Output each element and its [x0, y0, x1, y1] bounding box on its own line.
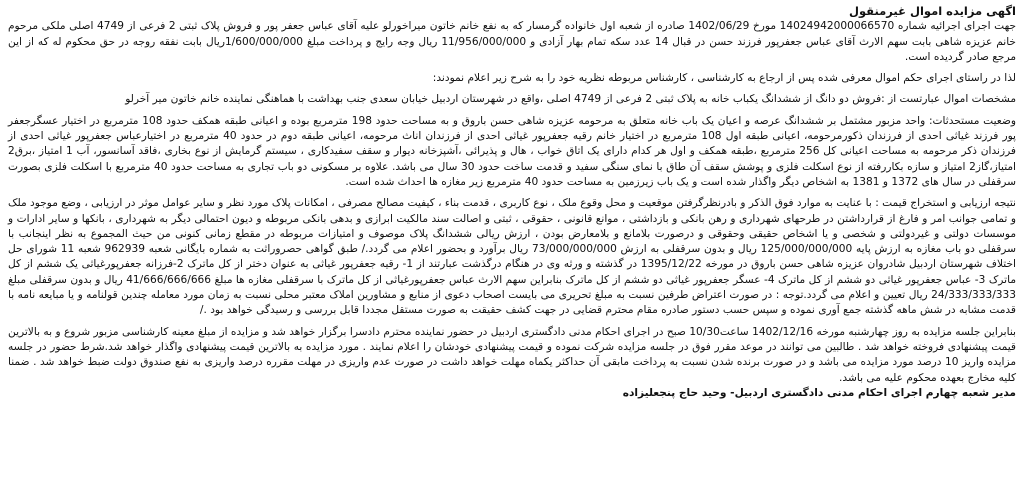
paragraph-expert-intro: لذا در راستای اجرای حکم اموال معرفی شده پس از ارجاع به کارشناسی ، کارشناس مربوطه نظریه خود را به شرح زیر اعلام نمودند: — [432, 72, 1016, 85]
notice-title: اگهی مزایده اموال غیرمنقول — [848, 4, 1016, 18]
paragraph-auction-session: بنابراین جلسه مزایده به روز چهارشنبه مورخه 1402/12/16 ساعت10/30 صبح در اجرای احکام مدنی دادگستری اردبیل در حضور نماینده محترم دادسرا برگزار خواهد شد و مزایده از مبلغ معینه کارشناسی مزبور شروع و به بالاترین قیمت پیشنهادی فروخته خواهد شد . طالبین می توانند در موعد مقرر فوق در جلسه مزایده شرکت نموده و قیمت پیشنهادی خودشان را اعلام نمایند . مورد مزایده به بالاترین قیمت پیشنهادی واگذار خواهد شد.شرط حضور در جلسه مزایده واریز 10 درصد مورد مزایده می باشد و در صورت برنده شدن نسبت به پرداخت مابقی آن حداکثر یکماه مهلت خواهد داشت در صورت عدم واریزی در مهلت مقرره درصد واریزی به نفع صندوق دولت ضبط خواهد شد . ضمنا کلیه مخارج بعهده محکوم علیه می باشد. — [8, 325, 1017, 384]
paragraph-execution-order: جهت اجرای اجرائیه شماره 14024942000066570 مورخ 1402/06/29 صادره از شعبه اول خانواده گرمسار که به نفع خانم خاتون میراخورلو علیه آقای عباس جعفر پور و فروش پلاک ثبتی 2 فرعی از 4749 اصلی ملکی مرحوم خانم عزیزه شاهی بابت سهم الارث آقای عباس جعفرپور فرزند حسن در قبال 14 عدد سکه تمام بهار آزادی و 11/956/000/000 ریال وجه رایج و پرداخت مبلغ 1/600/000/000ریال بابت نفقه روجه در حق محکوم له که از این مرجع صادر گردیده است. — [8, 20, 1017, 63]
signature-line: مدیر شعبه چهارم اجرای احکام مدنی دادگستری اردبیل- وحید حاج پنجعلیزاده — [622, 386, 1016, 399]
paragraph-valuation: نتیجه ارزیابی و استخراج قیمت : با عنایت به موارد فوق الذکر و بادرنظرگرفتن موقعیت و محل وقوع ملک ، نوع کاربری ، قدمت بناء ، کیفیت مصالح مصرفی ، امکانات پلاک مورد نظر و سایر عوامل موثر در ارزیابی ، وضع موجود ملک و تمامی جوانب امر و فارغ از قرارداشتن در طرحهای شهرداری و رهن بانکی و بازداشتی ، موانع قانونی ، حقوقی ، ثبتی و اصالت سند مالکیت ابرازی و بدهی بانکی مربوطه و دیون احتمالی دیگر به شهرداری ، بانکها و سایر ادارات و موسسات دولتی و غیردولتی و شخصی و یا اشخاص حقیقی وحقوقی و درصورت بلامانع و بلامعارض بودن ، ارزش ریالی ششدانگ پلاک موصوف و امتیازات مربوطه در مقطع زمانی کنونی من حیث المجموع به نظر اینجانب با سرقفلی دو باب مغازه به ارزش پایه 125/000/000/000 ریال و بدون سرقفلی به ارزش 73/000/000/000 ریال برآورد و بحضور اعلام می گردد./ طبق گواهی حصروراثت به شماره بایگانی شعبه 962939 شعبه 11 شورای حل اختلاف شهرستان اردبیل شادروان عزیزه شاهی حسن باروق در مورخه 1395/12/22 در گذشته و ورثه وی در هنگام درگذشت عبارتند از 1- رقیه جعفرپور غیاثی به عنوان دختر از کل ماترک 2-فرزانه جعفرپورغیاثی یک ششم از کل ماترک 3- عباس جعفرپور غیاثی دو ششم از کل ماترک 4- عسگر جعفرپور غیاثی دو ششم از کل ماترک بنابراین سهم الارث عباس جعفرپورغیاثی از کل ماترک با سرقفلی مغازه ها مبلغ 41/666/666/666 ریال و بدون سرقفلی مبلغ 24/333/333/333 ریال تعیین و اعلام می گردد.توجه : در صورت اعتراض طرفین نسبت به مبلغ تحریری می بایست اصحاب دعوی از منابع و مشاورین املاک معتبر محلی نسبت به زمان مورد معامله چندین قولنامه و یا مبایعه نامه با قدمت مشابه در شش ماهه گذشته جمع آوری نموده و سپس حسب دستور صادره مقام محترم قضایی در جهت کشف حقیقت به صورت مستقل مجددا قابل بررسی و رسیدگی خواهد بود ./ — [7, 197, 1017, 317]
paragraph-property-specs: مشخصات اموال عبارتست از :فروش دو دانگ از ششدانگ یکباب خانه به پلاک ثبتی 2 فرعی از 4749 اصلی ،واقع در شهرستان اردبیل خیابان سعدی جنب بهداشت با هماهنگی نماینده خانم خاتون میر آخرلو — [125, 93, 1016, 106]
paragraph-building-status: وضعیت مستحدثات: واحد مزبور مشتمل بر ششدانگ عرصه و اعیان یک باب خانه متعلق به مرحومه عزیزه شاهی حسن باروق و به مساحت حدود 198 مترمربع بوده و اعیانی طبقه همکف حدود 108 مترمربع در اختیار عسگرجعفر پور فرزند غیاثی احدی از فرزندان ذکورمرحومه، اعیانی طبقه اول 108 مترمربع در اختیار خانم رقیه جعفرپور غیاثی احدی از فرزندان اناث مرحومه، اعیانی طبقه دوم در حدود 40 مترمربع در اختیارعباس جعفرپور غیاثی احدی از فرزندان ذکر مرحومه به مساحت اعیانی کل 256 مترمربع ،طبقه همکف و اول هر کدام دارای یک اتاق خواب ، هال و پذیرائی ،آشپزخانه دیوار و سقف سفیدکاری ، سیستم گرمایش از نوع بخاری ،فاقد آسانسور، آب 1 امتیاز ،برق2 امتیاز،گاز2 امتیاز و سازه بکاررفته از نوع اسکلت فلزی و پوشش سقف آن طاق با نمای سنگی سفید و قدمت ساخت حدود 30 سال می باشد. علاوه بر مسکونی دو باب تجاری به مساحت حدود 40 مترمربع با اسکلت فلزی بصورت سرقفلی در سال های 1372 و 1381 به اشخاص دیگر واگذار شده است و یک باب زیرزمین به مساحت حدود 40 مترمربع زیر مغازه ها احداث شده است. — [8, 114, 1017, 188]
